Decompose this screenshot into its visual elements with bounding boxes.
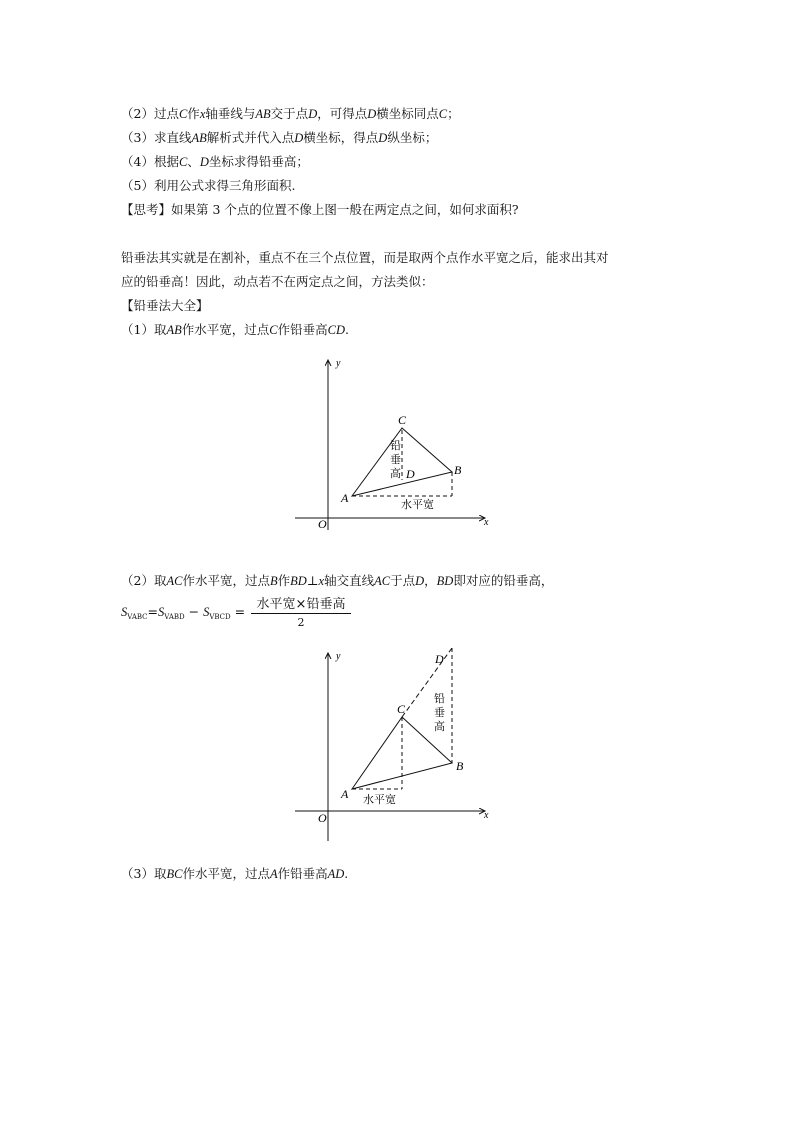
- case-1: [121, 320, 349, 338]
- step-text: ，可得点: [317, 106, 368, 121]
- var: BC: [166, 867, 183, 881]
- point-b-label: B: [456, 759, 464, 773]
- formula-s: S: [121, 605, 128, 619]
- formula-s: S: [203, 605, 210, 619]
- case-text: 即对应的铅垂高，: [453, 573, 554, 588]
- section-title: 【铅垂法大全】: [121, 298, 209, 313]
- var: A: [269, 867, 278, 881]
- formula-fraction: [251, 593, 351, 629]
- case-text: 轴交直线: [324, 573, 375, 588]
- case-3: [121, 864, 348, 882]
- step-text: 解析式并代入点: [206, 130, 295, 145]
- fraction-numerator: 水平宽×铅垂高: [251, 593, 351, 614]
- think-paragraph: 【思考】如果第 3 个点的位置不像上图一般在两定点之间，如何求面积?: [121, 202, 519, 217]
- figure-2: [280, 643, 500, 848]
- var: BD: [290, 574, 307, 588]
- case-text: 作水平宽，过点: [182, 866, 270, 881]
- formula-s: S: [158, 605, 165, 619]
- var: D: [199, 155, 209, 169]
- y-axis-label: y: [336, 651, 341, 662]
- var: AC: [166, 574, 183, 588]
- var: D: [294, 131, 304, 145]
- step-5: （5）利用公式求得三角形面积.: [121, 178, 296, 193]
- var: CD: [327, 323, 345, 337]
- origin-label: O: [318, 811, 327, 825]
- step-text: 横坐标同点: [376, 106, 439, 121]
- x-axis-label: x: [484, 517, 489, 528]
- step-text: 、: [187, 154, 200, 169]
- step-text: 交于点: [270, 106, 309, 121]
- case-text: ⊥: [306, 573, 319, 588]
- formula-sub: VABC: [127, 613, 148, 621]
- formula-sub: VBCD: [209, 613, 231, 621]
- step-text: 坐标求得铅垂高；: [208, 154, 309, 169]
- var: C: [178, 155, 188, 169]
- var: BD: [436, 574, 454, 588]
- var: AB: [191, 131, 207, 145]
- point-b-label: B: [454, 463, 462, 477]
- step-text: （3）求直线: [121, 130, 192, 145]
- step-text: 作: [187, 106, 200, 121]
- var: C: [438, 107, 448, 121]
- horizontal-label: 水平宽: [363, 793, 396, 806]
- figure-1: [280, 350, 500, 540]
- var: B: [269, 574, 278, 588]
- fraction-denominator: 2: [297, 616, 305, 629]
- case-text: 作铅垂高: [277, 322, 328, 337]
- var: D: [378, 131, 388, 145]
- vertical-label-1: 铅: [434, 692, 445, 705]
- formula-eq: =: [230, 604, 246, 619]
- step-text: 纵坐标；: [387, 130, 438, 145]
- step-2: [121, 104, 460, 122]
- case-text: 作: [277, 573, 291, 588]
- step-3: [121, 128, 437, 146]
- origin-label: O: [318, 517, 327, 531]
- step-4: [121, 152, 309, 170]
- point-c-label: C: [398, 413, 407, 427]
- case-text: 作水平宽，过点: [182, 573, 270, 588]
- var: AC: [374, 574, 391, 588]
- point-a-label: A: [341, 787, 349, 801]
- var: x: [199, 107, 206, 121]
- vertical-label-3: 高: [390, 467, 401, 480]
- vertical-label-3: 高: [434, 720, 445, 733]
- var: C: [178, 107, 188, 121]
- var: AD: [327, 867, 345, 881]
- vertical-label-2: 垂: [434, 706, 445, 719]
- formula-sub: VABD: [164, 613, 185, 621]
- step-text: （4）根据: [121, 154, 179, 169]
- horizontal-label: 水平宽: [401, 498, 434, 511]
- step-text: 轴垂线与: [205, 106, 256, 121]
- formula-eq: =: [147, 604, 158, 619]
- case-text: （1）取: [121, 322, 167, 337]
- vertical-label-1: 铅: [390, 439, 401, 452]
- case-text: ，: [424, 573, 437, 588]
- case-2: [121, 571, 553, 589]
- y-axis-label: y: [336, 358, 341, 369]
- x-axis-label: x: [484, 810, 489, 821]
- paragraph-line-2: 应的铅垂高！因此，动点若不在两定点之间，方法类似：: [121, 274, 434, 289]
- paragraph-line-1: 铅垂法其实就是在割补，重点不在三个点位置，而是取两个点作水平宽之后，能求出其对: [121, 250, 609, 265]
- var: AB: [166, 323, 182, 337]
- case-text: 于点: [390, 573, 416, 588]
- step-text: ；: [447, 106, 460, 121]
- var: C: [269, 323, 278, 337]
- formula-minus: −: [184, 604, 204, 619]
- var: D: [367, 107, 377, 121]
- point-c-label: C: [397, 702, 406, 716]
- point-d-label: D: [406, 467, 415, 481]
- var: D: [415, 574, 425, 588]
- case-text: 作水平宽，过点: [181, 322, 270, 337]
- case-text: 作铅垂高: [277, 866, 328, 881]
- vertical-label-2: 垂: [390, 453, 401, 466]
- point-a-label: A: [341, 491, 349, 505]
- point-d-label: D: [435, 652, 444, 666]
- step-text: （2）过点: [121, 106, 179, 121]
- step-text: 横坐标，得点: [303, 130, 379, 145]
- case-text: .: [344, 322, 349, 337]
- case-text: （3）取: [121, 866, 167, 881]
- var: x: [318, 574, 325, 588]
- var: D: [308, 107, 318, 121]
- case-text: .: [344, 866, 349, 881]
- case-text: （2）取: [121, 573, 167, 588]
- var: AB: [255, 107, 271, 121]
